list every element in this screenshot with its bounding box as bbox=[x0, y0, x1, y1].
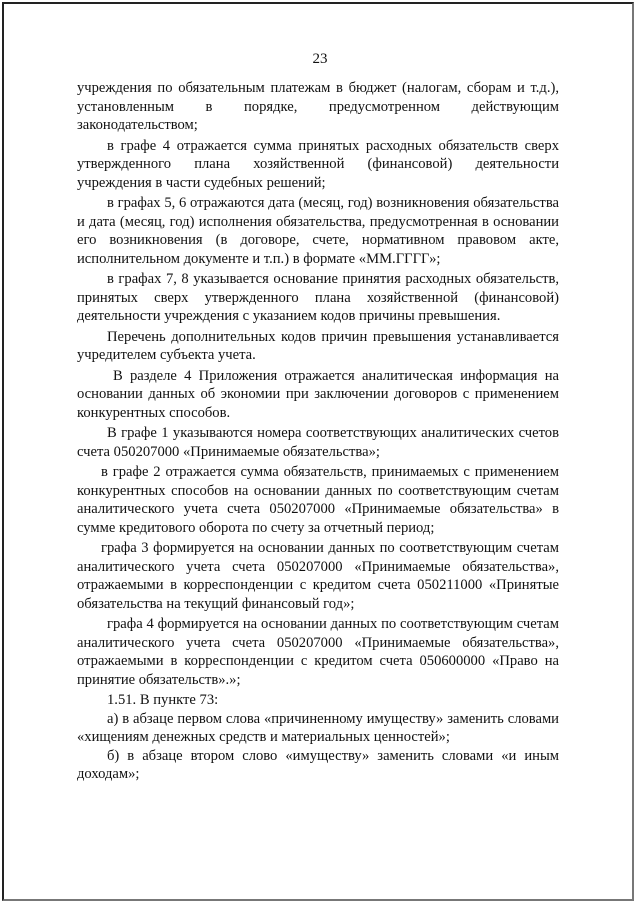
paragraph-section-4: В разделе 4 Приложения отражается аналитическая информация на основании данных об экономии при заключении договоров с применением конкурентных способов. bbox=[77, 367, 559, 421]
document-body bbox=[77, 79, 559, 784]
paragraph-column-1-accounts: В графе 1 указываются номера соответствующих аналитических счетов счета 050207000 «Принимаемые обязательства»; bbox=[77, 425, 559, 460]
paragraph-column-4-court: в графе 4 отражается сумма принятых расходных обязательств сверх утвержденного плана хозяйственной (финансовой) деятельности учреждения в части судебных решений; bbox=[77, 137, 559, 191]
paragraph-subitem-a: а) в абзаце первом слова «причиненному имуществу» заменить словами «хищениям денежных средств и материальных ценностей»; bbox=[77, 710, 559, 745]
paragraph-columns-7-8-basis: в графах 7, 8 указывается основание принятия расходных обязательств, принятых сверх утвержденного плана хозяйственной (финансовой) деятельности учреждения с указанием кодов причины превышения. bbox=[77, 271, 559, 324]
paragraph-budget-payments: учреждения по обязательным платежам в бюджет (налогам, сборам и т.д.), установленным в порядке, предусмотренном действующим законодательством; bbox=[77, 80, 559, 133]
paragraph-column-3-formation: графа 3 формируется на основании данных по соответствующим счетам аналитического учета счета 050207000 «Принимаемые обязательства», отражаемыми в корреспонденции с кредитом счета 050211000 «Принятые обязательства на текущий финансовый год»; bbox=[77, 540, 559, 612]
paragraph-columns-5-6-dates: в графах 5, 6 отражаются дата (месяц, год) возникновения обязательства и дата (месяц, год) исполнения обязательства, предусмотренная в основании его возникновения (в договоре, счете, нормативном правовом акте, исполнительном документе и т.п.) в формате «ММ.ГГГГ»; bbox=[77, 195, 559, 267]
paragraph-column-4-formation: графа 4 формируется на основании данных по соответствующим счетам аналитического учета счета 050207000 «Принимаемые обязательства», отражаемыми в корреспонденции с кредитом счета 050600000 «Право на принятие обязательств».»; bbox=[77, 616, 559, 688]
paragraph-item-1-51: 1.51. В пункте 73: bbox=[107, 692, 219, 708]
paragraph-column-2-amount: в графе 2 отражается сумма обязательств, принимаемых с применением конкурентных способов на основании данных по соответствующим счетам аналитического учета счета 050207000 «Принимаемые обязательства» в сумме кредитового оборота по счету за отчетный период; bbox=[77, 464, 559, 536]
page-number: 23 bbox=[312, 51, 328, 67]
paragraph-additional-codes: Перечень дополнительных кодов причин превышения устанавливается учредителем субъекта учета. bbox=[77, 328, 559, 363]
paragraph-subitem-b: б) в абзаце втором слово «имуществу» заменить словами «и иным доходам»; bbox=[77, 747, 559, 782]
